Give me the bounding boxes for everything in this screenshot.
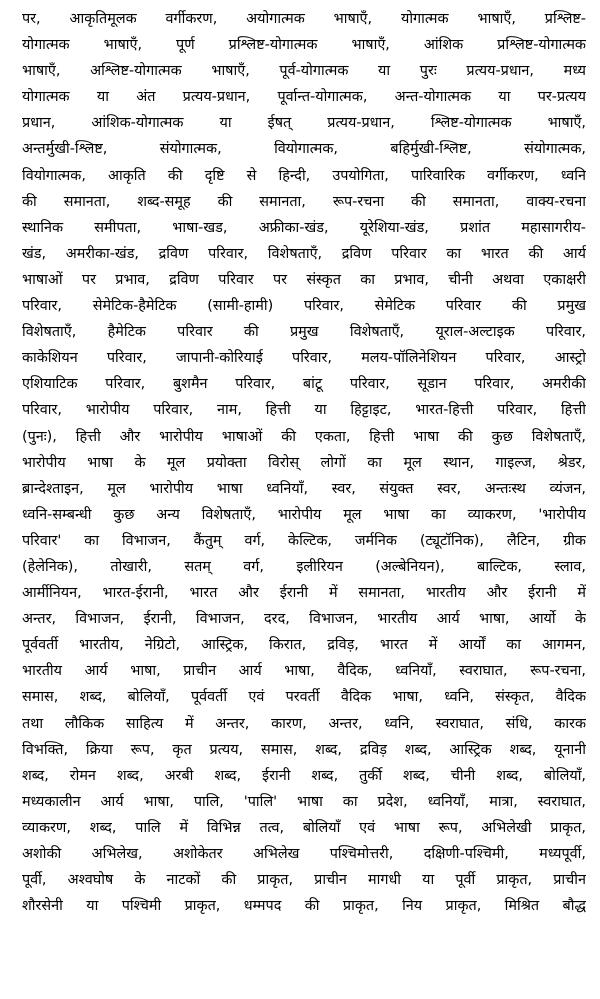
text-line: स्थानिक समीपता, भाषा-खड, अफ्रीका-खंड, यूरेशिया-खंड, प्रशांत महासागरीय-: [22, 219, 586, 236]
text-line: भाषाएँ, अश्लिष्ट-योगात्मक भाषाएँ, पूर्व-योगात्मक या पुरः प्रत्यय-प्रधान, मध्य: [22, 63, 586, 80]
text-line: ध्वनि-सम्बन्धी कुछ अन्य विशेषताएँ, भारोपीय मूल भाषा का व्याकरण, 'भारोपीय: [22, 506, 586, 523]
text-line: पूर्वी, अश्वघोष के नाटकों की प्राकृत, प्राचीन मागधी या पूर्वी प्राकृत, प्राचीन: [22, 872, 586, 889]
text-line: पूर्ववर्ती भारतीय, नेग्रिटो, आस्ट्रिक, किरात, द्रविड़, भारत में आर्यों का आगमन,: [22, 637, 586, 654]
text-line: तथा लौकिक साहित्य में अन्तर, कारण, अन्तर, ध्वनि, स्वराघात, संधि, कारक: [22, 715, 586, 732]
text-line: शब्द, रोमन शब्द, अरबी शब्द, ईरानी शब्द, तुर्की शब्द, चीनी शब्द, बोलियाँ,: [22, 767, 586, 784]
text-line: योगात्मक या अंत प्रत्यय-प्रधान, पूर्वान्त-योगात्मक, अन्त-योगात्मक या पर-प्रत्यय: [22, 89, 586, 106]
text-line: परिवार' का विभाजन, कैंतुम् वर्ग, केल्टिक, जर्मनिक (ट्यूटॉनिक), लैटिन, ग्रीक: [22, 532, 586, 549]
text-line: अशोकी अभिलेख, अशोकेतर अभिलेख पश्चिमोत्तरी, दक्षिणी-पश्चिमी, मध्यपूर्वी,: [22, 846, 586, 862]
text-line: प्रधान, आंशिक-योगात्मक या ईषत् प्रत्यय-प्रधान, श्लिष्ट-योगात्मक भाषाएँ,: [22, 115, 586, 132]
text-line: अन्तर्मुखी-श्लिष्ट, संयोगात्मक, वियोगात्मक, बहिर्मुखी-श्लिष्ट, संयोगात्मक,: [22, 141, 586, 158]
text-line: [22, 919, 586, 945]
text-line: योगात्मक भाषाएँ, पूर्ण प्रश्लिष्ट-योगात्मक भाषाएँ, आंशिक प्रश्लिष्ट-योगात्मक: [22, 37, 586, 54]
text-line: परिवार, सेमेटिक-हैमेटिक (सामी-हामी) परिवार, सेमेटिक परिवार की प्रमुख: [22, 298, 586, 315]
text-line: विशेषताएँ, हैमेटिक परिवार की प्रमुख विशेषताएँ, यूराल-अल्टाइक परिवार,: [22, 324, 586, 341]
text-line: खंड, अमरीका-खंड, द्रविण परिवार, विशेषताएँ, द्रविण परिवार का भारत की आर्य: [22, 245, 586, 262]
text-line: विभक्ति, क्रिया रूप, कृत प्रत्यय, समास, शब्द, द्रविड़ शब्द, आस्ट्रिक शब्द, यूनानी: [22, 741, 586, 758]
text-line: आर्मीनियन, भारत-ईरानी, भारत और ईरानी में समानता, भारतीय और ईरानी में: [22, 585, 586, 602]
text-line: अन्तर, विभाजन, ईरानी, विभाजन, दरद, विभाजन, भारतीय आर्य भाषा, आर्यो के: [22, 611, 586, 628]
text-line: [22, 945, 586, 971]
text-line: की समानता, शब्द-समूह की समानता, रूप-रचना की समानता, वाक्य-रचना: [22, 193, 586, 210]
text-line: पर, आकृतिमूलक वर्गीकरण, अयोगात्मक भाषाएँ, योगात्मक भाषाएँ, प्रश्लिष्ट-: [22, 11, 586, 27]
text-line: मध्यकालीन आर्य भाषा, पालि, 'पालि' भाषा का प्रदेश, ध्वनियाँ, मात्रा, स्वराघात,: [22, 793, 586, 810]
text-line: काकेशियन परिवार, जापानी-कोरियाई परिवार, मलय-पॉलिनेशियन परिवार, आस्ट्रो: [22, 350, 586, 367]
text-line: समास, शब्द, बोलियाँ, पूर्ववर्ती एवं परवर्ती वैदिक भाषा, ध्वनि, संस्कृत, वैदिक: [22, 689, 586, 706]
body-text: [22, 6, 586, 971]
text-line: (पुनः), हित्ती और भारोपीय भाषाओं की एकता, हित्ती भाषा की कुछ विशेषताएँ,: [22, 428, 586, 445]
text-line: ब्रान्देश्ताइन, मूल भारोपीय भाषा ध्वनियाँ, स्वर, संयुक्त स्वर, अन्तःस्थ व्यंजन,: [22, 480, 586, 497]
text-line: परिवार, भारोपीय परिवार, नाम, हित्ती या हिट्टाइट, भारत-हित्ती परिवार, हित्ती: [22, 402, 586, 419]
text-line: शौरसेनी या पश्चिमी प्राकृत, धम्मपद की प्राकृत, निय प्राकृत, मिश्रित बौद्ध: [22, 898, 586, 915]
text-line: भारोपीय भाषा के मूल प्रयोक्ता विरोस् लोगों का मूल स्थान, गाइल्ज, श्रेडर,: [22, 454, 586, 471]
text-line: भाषाओं पर प्रभाव, द्रविण परिवार पर संस्कृत का प्रभाव, चीनी अथवा एकाक्षरी: [22, 271, 586, 288]
text-line: भारतीय आर्य भाषा, प्राचीन आर्य भाषा, वैदिक, ध्वनियाँ, स्वराघात, रूप-रचना,: [22, 663, 586, 680]
text-line: व्याकरण, शब्द, पालि में विभिन्न तत्व, बोलियाँ एवं भाषा रूप, अभिलेखी प्राकृत,: [22, 819, 586, 836]
text-line: (हेलेनिक), तोखारी, सतम् वर्ग, इलीरियन (अल्बेनियन), बाल्टिक, स्लाव,: [22, 558, 586, 575]
text-line: एशियाटिक परिवार, बुशमैन परिवार, बांटू परिवार, सूडान परिवार, अमरीकी: [22, 376, 586, 393]
text-line: वियोगात्मक, आकृति की दृष्टि से हिन्दी, उपयोगिता, पारिवारिक वर्गीकरण, ध्वनि: [22, 167, 586, 184]
